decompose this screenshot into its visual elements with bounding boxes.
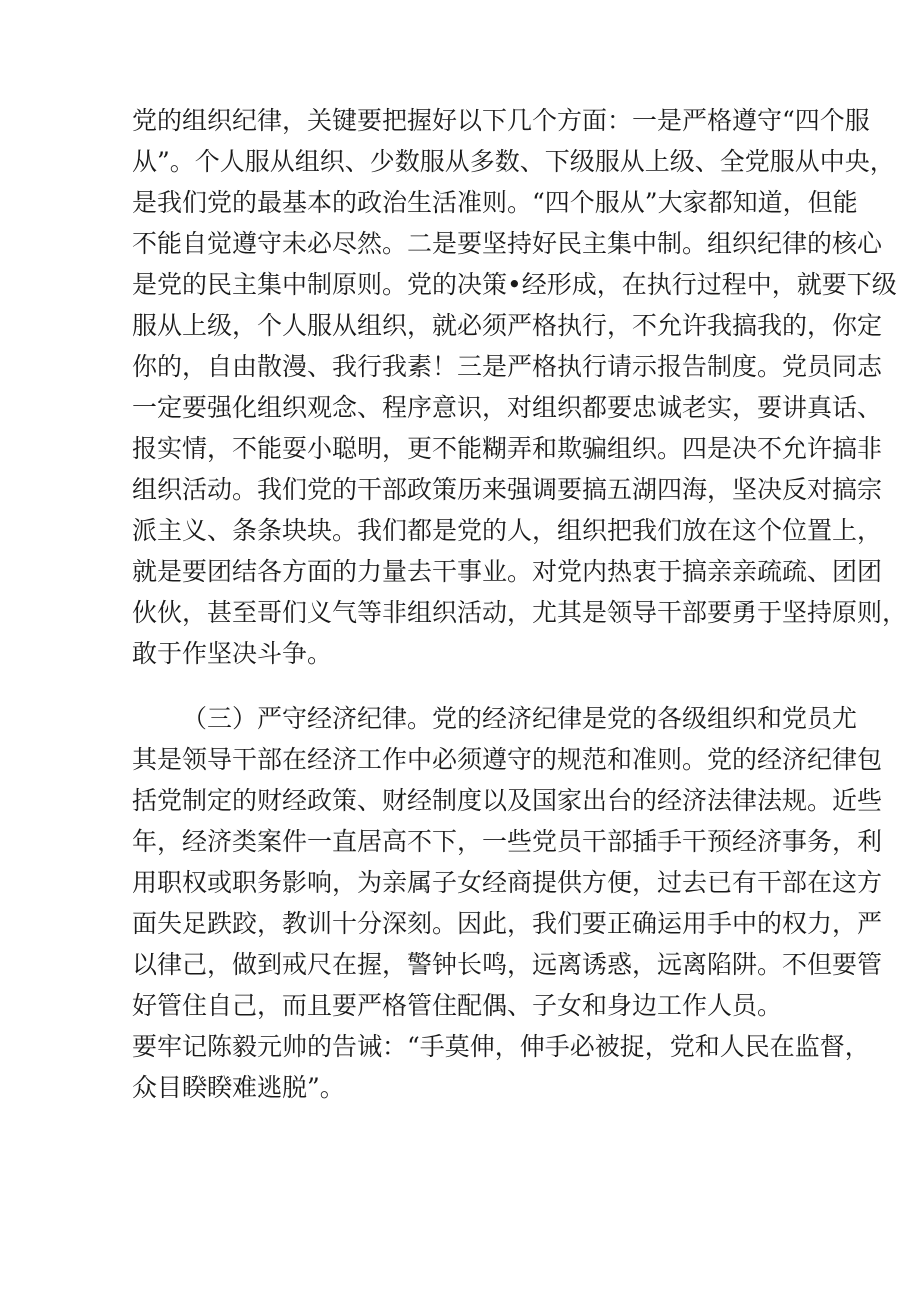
text-line: 不能自觉遵守未必尽然。二是要坚持好民主集中制。组织纪律的核心	[132, 229, 883, 258]
paragraph-spacer	[132, 674, 802, 698]
text-line: 伙伙，甚至哥们义气等非组织活动，尤其是领导干部要勇于坚持原则，	[132, 598, 908, 627]
text-line: 其是领导干部在经济工作中必须遵守的规范和准则。党的经济纪律包	[132, 745, 883, 774]
paragraph-organizational-discipline	[132, 100, 908, 674]
text-line: 派主义、条条块块。我们都是党的人，组织把我们放在这个位置上，	[132, 516, 883, 545]
text-line: 用职权或职务影响，为亲属子女经商提供方便，过去已有干部在这方	[132, 868, 883, 897]
text-line: 好管住自己，而且要严格管住配偶、子女和身边工作人员。	[132, 991, 783, 1020]
text-line: 面失足跌跤，教训十分深刻。因此，我们要正确运用手中的权力，严	[132, 909, 883, 938]
text-line: 报实情，不能耍小聪明，更不能糊弄和欺骗组织。四是决不允许搞非	[132, 434, 883, 463]
document-body	[132, 100, 908, 1108]
text-line: 从”。个人服从组织、少数服从多数、下级服从上级、全党服从中央，	[132, 147, 895, 176]
text-line: 年，经济类案件一直居高不下，一些党员干部插手干预经济事务，利	[132, 827, 883, 856]
text-line: 是我们党的最基本的政治生活准则。“四个服从”大家都知道，但能	[132, 188, 858, 217]
text-line: 是党的民主集中制原则。党的决策•经形成，在执行过程中，就要下级	[132, 270, 897, 299]
text-line: 一定要强化组织观念、程序意识，对组织都要忠诚老实，要讲真话、	[132, 393, 883, 422]
text-line: 以律己，做到戒尺在握，警钟长鸣，远离诱惑，远离陷阱。不但要管	[132, 950, 883, 979]
text-line: 组织活动。我们党的干部政策历来强调要搞五湖四海，坚决反对搞宗	[132, 475, 883, 504]
text-line: 要牢记陈毅元帅的告诫：“手莫伸，伸手必被捉，党和人民在监督，	[132, 1032, 870, 1061]
text-line: 就是要团结各方面的力量去干事业。对党内热衷于搞亲亲疏疏、团团	[132, 557, 883, 586]
text-line: 你的，自由散漫、我行我素！三是严格执行请示报告制度。党员同志	[132, 352, 883, 381]
paragraph-economic-discipline	[132, 698, 883, 1108]
text-line: 服从上级，个人服从组织，就必须严格执行，不允许我搞我的，你定	[132, 311, 883, 340]
text-line: 党的组织纪律，关键要把握好以下几个方面：一是严格遵守“四个服	[132, 106, 870, 135]
text-line: 括党制定的财经政策、财经制度以及国家出台的经济法律法规。近些	[132, 786, 883, 815]
text-line: （三）严守经济纪律。党的经济纪律是党的各级组织和党员尤	[182, 704, 858, 733]
text-line: 敢于作坚决斗争。	[132, 639, 333, 668]
text-line: 众目睽睽难逃脱”。	[132, 1073, 345, 1102]
